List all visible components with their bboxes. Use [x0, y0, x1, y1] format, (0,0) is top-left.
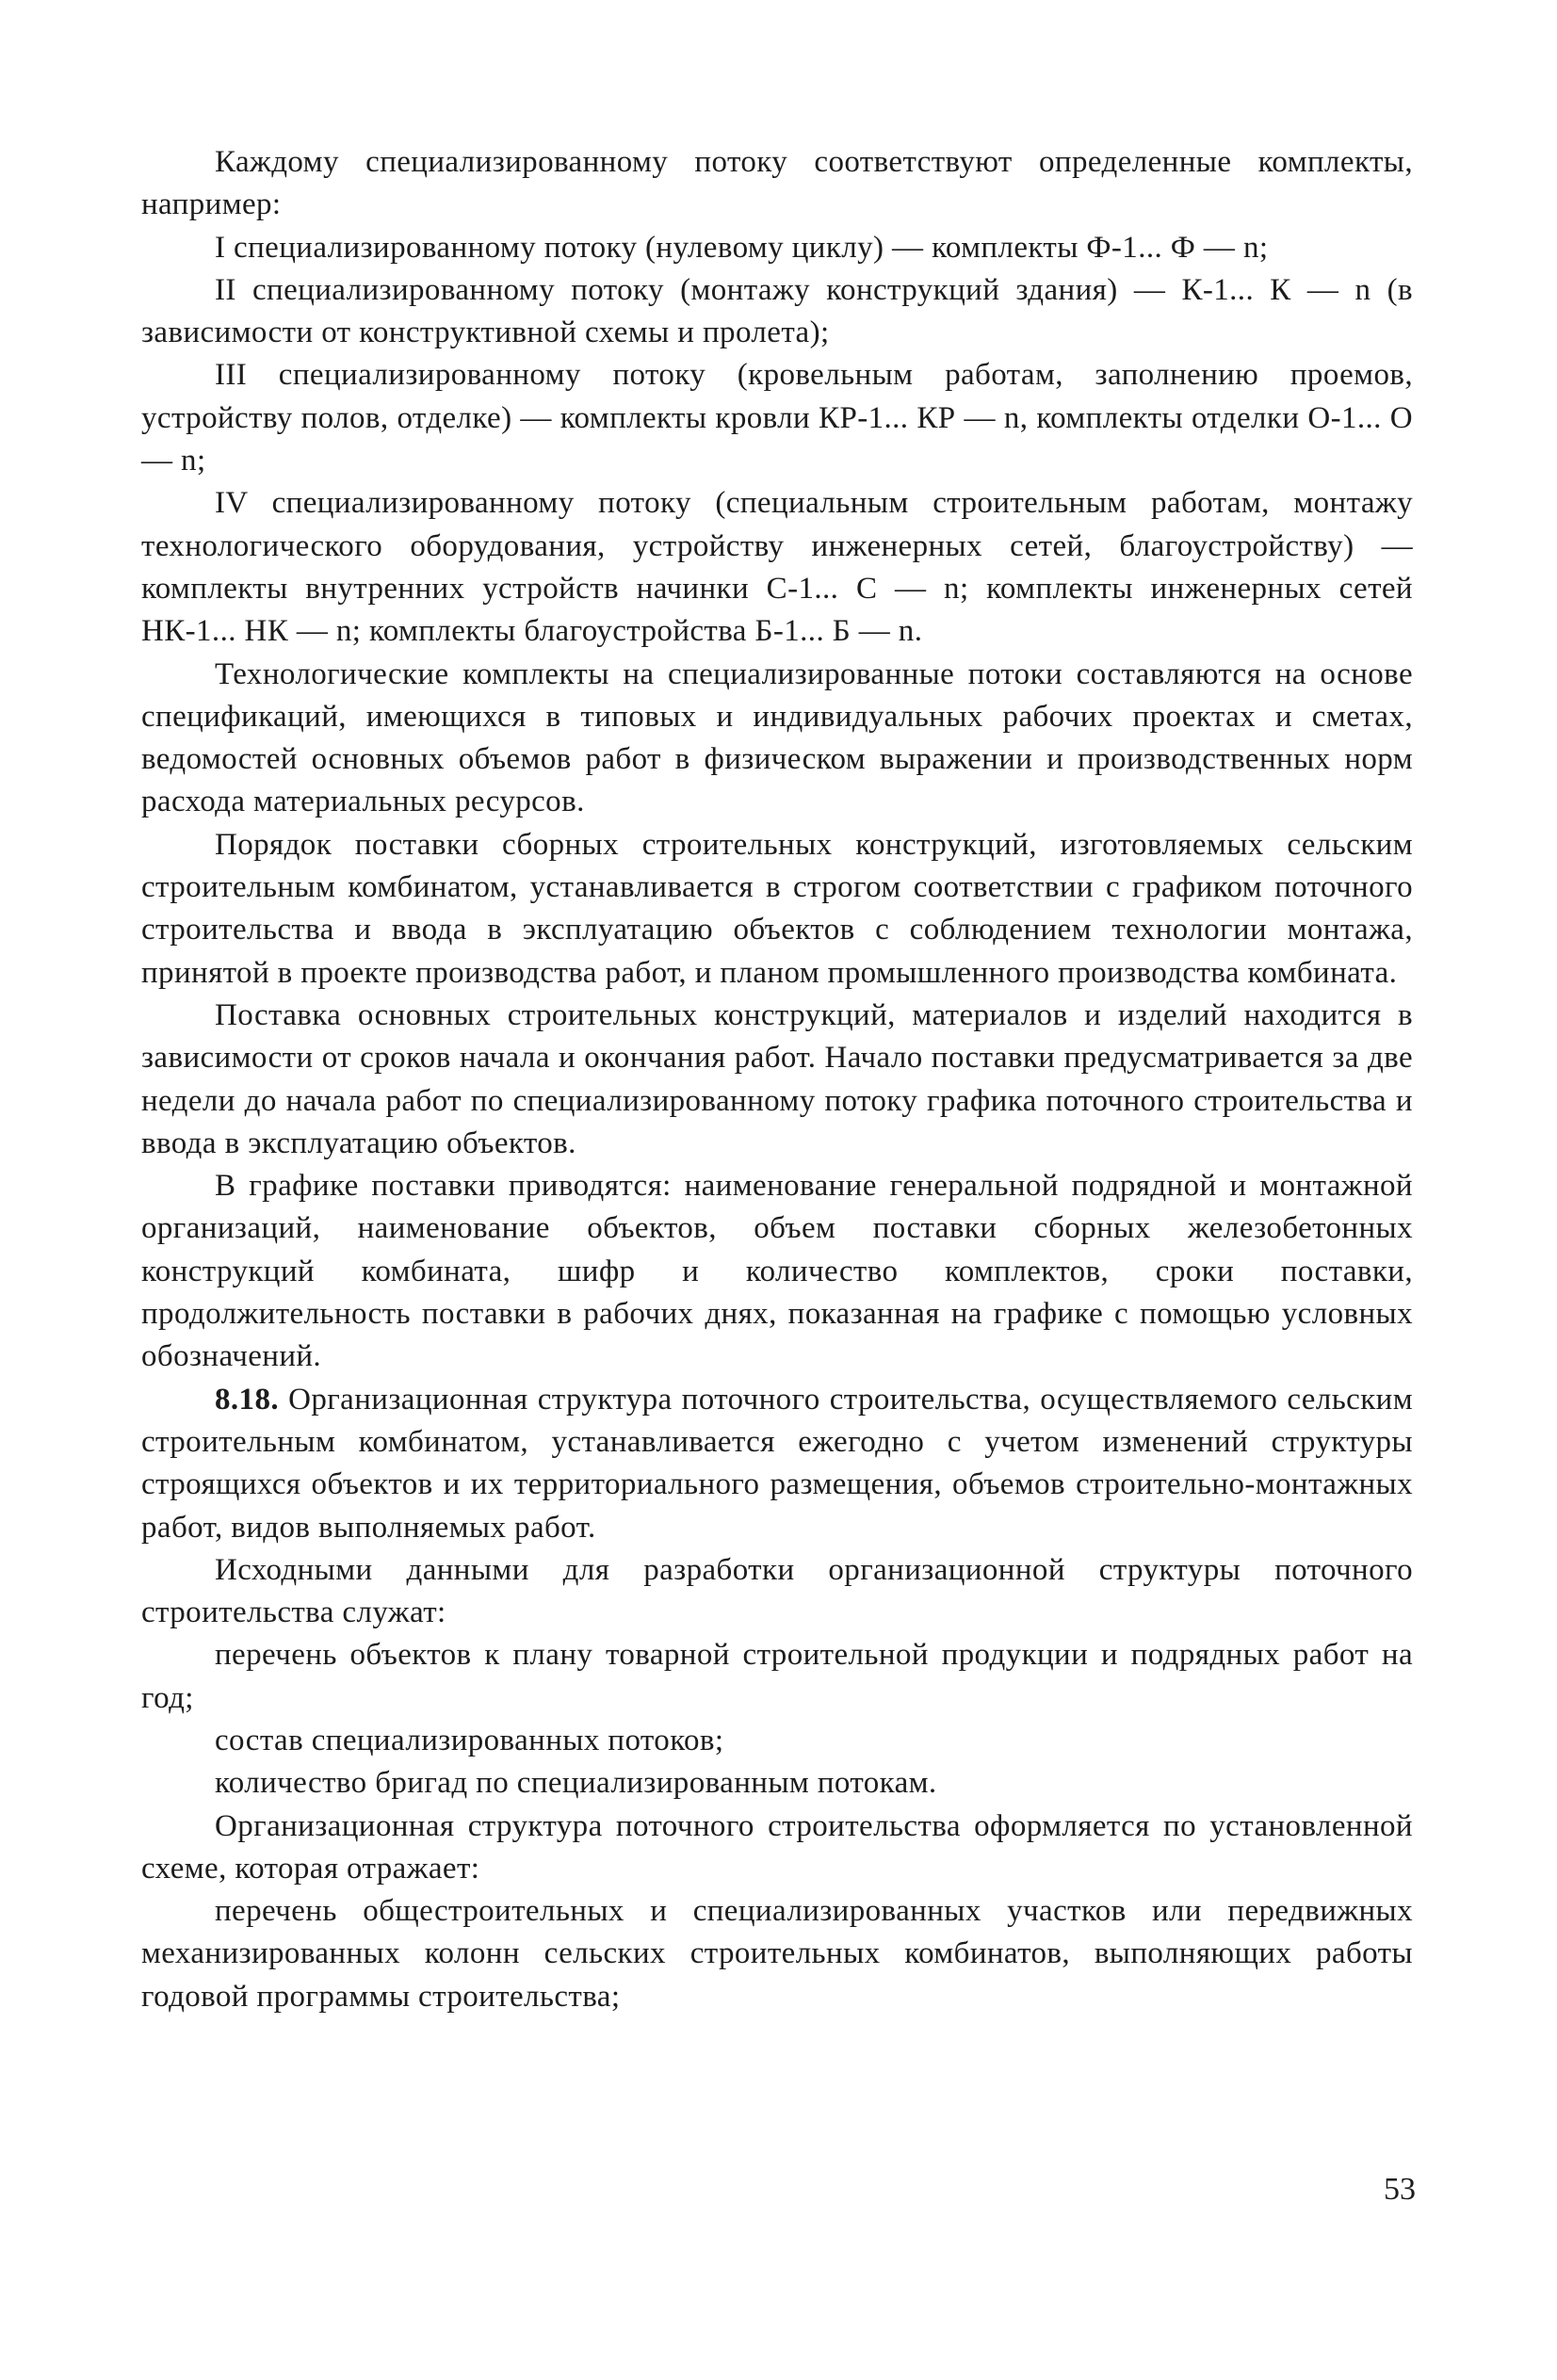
- list-item-brigades: количество бригад по специализированным потокам.: [215, 1766, 937, 1801]
- paragraph-tech-sets: Технологические комплекты на специализированные потоки составляются на основе спецификаций, имеющихся в типовых и индивидуальных рабочих проектах и сметах, ведомостей основных объемов работ в физическом выражении и производственных норм расхода материальных ресурсов.: [141, 656, 1413, 819]
- paragraph-section-8-18: [141, 1379, 1413, 1549]
- paragraph-flow-2: II специализированному потоку (монтажу конструкций здания) — К-1... К — n (в зависимости от конструктивной схемы и пролета);: [141, 272, 1413, 350]
- paragraph-source-data: Исходными данными для разработки организационной структуры поточного строительства служат:: [141, 1552, 1413, 1630]
- paragraph-supply-schedule: В графике поставки приводятся: наименование генеральной подрядной и монтажной организаций, наименование объектов, объем поставки сборных железобетонных конструкций комбината, шифр и количество комплектов, сроки поставки, продолжительность поставки в рабочих днях, показанная на графике с помощью условных обозначений.: [141, 1169, 1413, 1374]
- paragraph-flow-3: III специализированному потоку (кровельным работам, заполнению проемов, устройству полов, отделке) — комплекты кровли КР-1... КР — n, комплекты отделки О-1... О — n;: [141, 358, 1413, 478]
- paragraph-intro: Каждому специализированному потоку соответствуют определенные комплекты, например:: [141, 145, 1413, 222]
- section-number: 8.18.: [215, 1382, 279, 1417]
- paragraph-flow-1: I специализированному потоку (нулевому циклу) — комплекты Ф-1... Ф — n;: [215, 230, 1269, 265]
- page-number: 53: [1384, 2172, 1416, 2207]
- list-item-sections: перечень общестроительных и специализированных участков или передвижных механизированных колонн сельских строительных комбинатов, выполняющих работы годовой программы строительства;: [141, 1894, 1413, 2014]
- paragraph-flow-4: IV специализированному потоку (специальным строительным работам, монтажу технологического оборудования, устройству инженерных сетей, благоустройству) — комплекты внутренних устройств начинки С-1... С — n; комплекты инженерных сетей НК-1... НК — n; комплекты благоустройства Б-1... Б — n.: [141, 486, 1413, 649]
- paragraph-org-scheme: Организационная структура поточного строительства оформляется по установленной схеме, которая отражает:: [141, 1808, 1413, 1886]
- paragraph-supply-timing: Поставка основных строительных конструкций, материалов и изделий находится в зависимости от сроков начала и окончания работ. Начало поставки предусматривается за две недели до начала работ по специализированному потоку графика поточного строительства и ввода в эксплуатацию объектов.: [141, 997, 1413, 1160]
- list-item-objects: перечень объектов к плану товарной строительной продукции и подрядных работ на год;: [141, 1638, 1413, 1715]
- list-item-composition: состав специализированных потоков;: [215, 1723, 724, 1757]
- paragraph-supply-order: Порядок поставки сборных строительных конструкций, изготовляемых сельским строительным комбинатом, устанавливается в строгом соответствии с графиком поточного строительства и ввода в эксплуатацию объектов с соблюдением технологии монтажа, принятой в проекте производства работ, и планом промышленного производства комбината.: [141, 827, 1413, 990]
- page-body: [141, 141, 1413, 2018]
- section-text: Организационная структура поточного строительства, осуществляемого сельским строительным комбинатом, устанавливается ежегодно с учетом изменений структуры строящихся объектов и их территориального размещения, объемов строительно-монтажных работ, видов выполняемых работ.: [141, 1382, 1413, 1545]
